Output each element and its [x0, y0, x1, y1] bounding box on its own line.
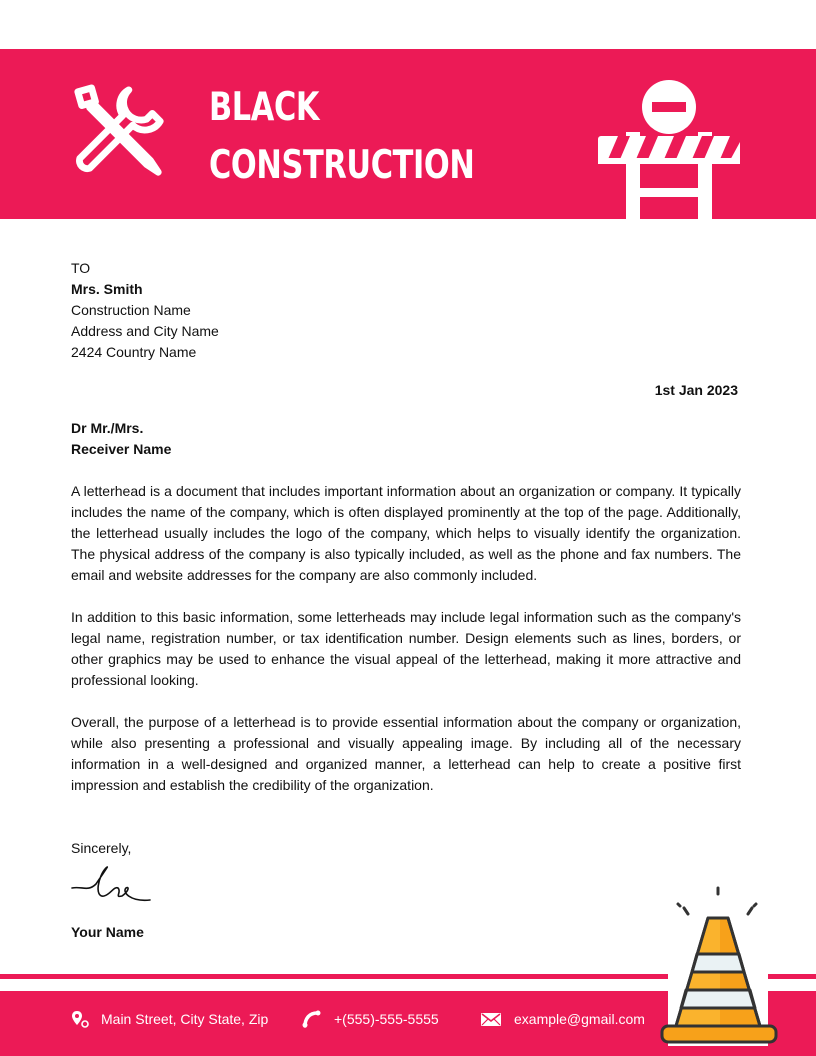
greeting: [71, 418, 171, 460]
company-name-line1: BLACK: [209, 85, 320, 130]
footer-phone: [302, 991, 439, 1047]
body-paragraph-2: In addition to this basic information, some letterheads may include legal information such as the company's legal name, registration number, or tax identification number. Design elements such as lines, borders, or other graphics may be used to enhance the visual appeal of the letterhead, making it more attractive and professional looking.: [71, 609, 741, 688]
to-label: TO: [71, 260, 91, 276]
recipient-name: Mrs. Smith: [71, 281, 143, 297]
recipient-country: 2424 Country Name: [71, 344, 197, 360]
footer-email: [480, 991, 645, 1047]
company-name-line2: CONSTRUCTION: [209, 143, 475, 188]
location-pin-icon: [71, 1010, 89, 1028]
company-name: [209, 79, 474, 195]
road-barrier-icon: [596, 80, 742, 219]
letter-date: 1st Jan 2023: [654, 382, 738, 398]
recipient-company: Construction Name: [71, 302, 191, 318]
signer-name: Your Name: [71, 924, 144, 940]
greeting-line2: Receiver Name: [71, 441, 172, 457]
body-paragraph-1: A letterhead is a document that includes important information about an organization or company. It typically includes the name of the company, which is often displayed prominently at the top of the page. Additionally, the letterhead usually includes the logo of the company, which helps to visually identify the organization. The physical address of the company is also typically included, as well as the phone and fax numbers. The email and website addresses for the company are also commonly included.: [71, 483, 741, 583]
greeting-line1: Dr Mr./Mrs.: [71, 420, 144, 436]
letter-body: [71, 481, 741, 817]
traffic-cone-icon: [656, 884, 780, 1046]
recipient-address: Address and City Name: [71, 323, 219, 339]
footer-phone-text: +(555)-555-5555: [334, 1011, 439, 1027]
footer-email-text: example@gmail.com: [514, 1011, 645, 1027]
recipient-block: [71, 258, 219, 363]
signature: [70, 862, 154, 906]
letterhead-header: [0, 49, 816, 219]
email-icon: [480, 1010, 502, 1028]
phone-icon: [302, 1010, 322, 1028]
footer-address: [71, 991, 268, 1047]
closing: Sincerely,: [71, 840, 132, 856]
body-paragraph-3: Overall, the purpose of a letterhead is to provide essential information about the company or organization, while also presenting a professional and visually appealing image. By including all of the necessary information in a well-designed and organized manner, a letterhead can help to create a positive first impression and establish the credibility of the organization.: [71, 714, 741, 793]
tools-icon: [70, 84, 168, 182]
footer-address-text: Main Street, City State, Zip: [101, 1011, 269, 1027]
